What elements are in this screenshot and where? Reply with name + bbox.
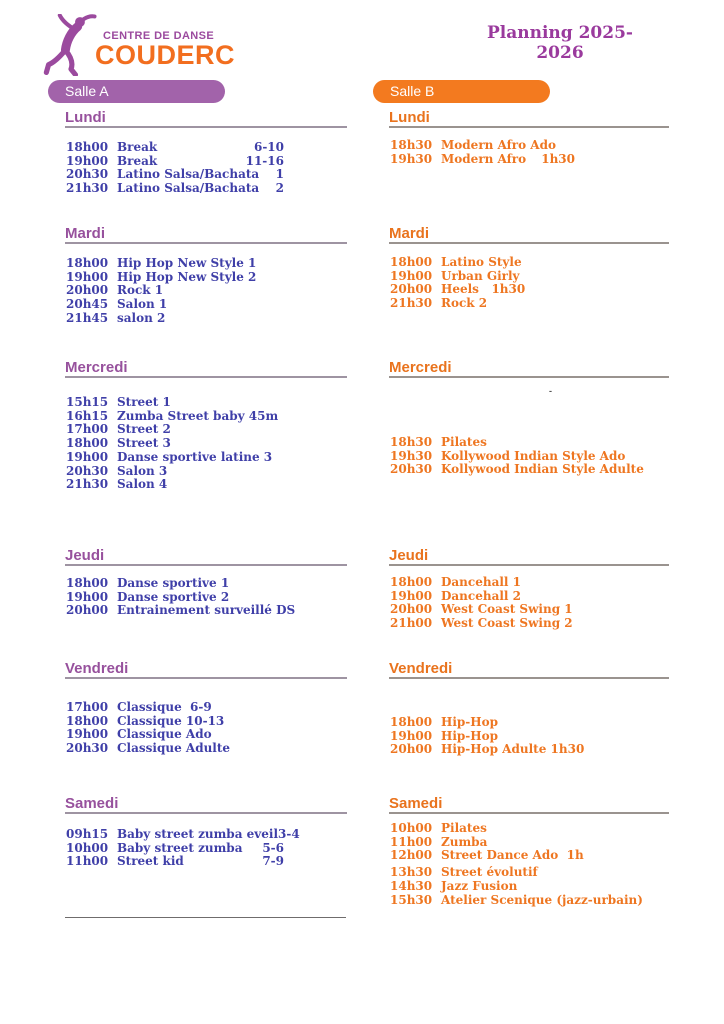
row-name: Atelier Scenique (jazz-urbain): [441, 892, 643, 907]
row-time: 19h00: [390, 588, 433, 603]
row-name: Jazz Fusion: [441, 878, 518, 893]
day-rows: [390, 576, 575, 631]
row-name: Dancehall 1: [441, 575, 521, 589]
row-name: Hip Hop New Style 1: [117, 256, 257, 270]
schedule-row: [66, 591, 284, 605]
day-rows: [390, 139, 575, 166]
row-name: Salon 3: [117, 463, 168, 478]
day-rows: [390, 821, 643, 907]
row-time: 19h00: [66, 589, 109, 604]
row-time: 19h00: [390, 268, 433, 283]
day-rows: [66, 257, 284, 326]
row-time: 20h30: [66, 463, 109, 478]
day-title: Mercredi: [65, 361, 347, 378]
schedule-row: [390, 836, 575, 850]
day-title: Mardi: [389, 227, 669, 244]
schedule-row: [390, 892, 643, 908]
day-section-mardi: [65, 225, 347, 325]
schedule-row: [66, 423, 284, 437]
day-section-samedi: [65, 795, 347, 869]
row-time: 18h00: [66, 140, 109, 154]
row-extra: 1h30: [541, 151, 575, 166]
row-name: Dancehall 2: [441, 588, 521, 603]
row-time: 19h00: [66, 269, 109, 284]
day-title: Mercredi: [389, 361, 669, 378]
day-rows: [66, 827, 300, 869]
row-time: 18h00: [66, 576, 109, 590]
day-title: Jeudi: [65, 549, 347, 566]
row-name: Street kid: [117, 854, 184, 869]
day-section-samedi: [389, 795, 669, 907]
day-section-mercredi: [389, 359, 669, 477]
schedule-row: [66, 312, 284, 326]
row-name: Kollywood Indian Style Ado: [441, 448, 626, 463]
schedule-row: [390, 848, 584, 863]
schedule-row: [390, 297, 575, 311]
row-name: Street Dance Ado 1h: [441, 848, 584, 863]
row-time: 21h30: [390, 296, 433, 311]
row-name: Entrainement surveillé DS: [117, 603, 296, 618]
row-time: 20h00: [390, 602, 433, 617]
row-name: Danse sportive latine 3: [117, 449, 273, 464]
schedule-row: [66, 827, 300, 842]
row-name: Classique 6-9: [117, 700, 212, 714]
row-name: Latino Salsa/Bachata: [117, 181, 260, 196]
row-time: 14h30: [390, 878, 433, 893]
row-name: Zumba Street baby 45m: [117, 408, 279, 423]
day-title: Lundi: [389, 111, 669, 128]
row-name: Kollywood Indian Style Adulte: [441, 462, 644, 477]
schedule-row: [66, 742, 284, 756]
day-title: Samedi: [389, 797, 669, 814]
row-time: 18h00: [390, 255, 433, 269]
day-title: Mardi: [65, 227, 347, 244]
day-title: Samedi: [65, 797, 347, 814]
day-section-lundi: [65, 109, 347, 196]
row-extra: 6-10: [253, 140, 284, 154]
row-time: 20h30: [66, 741, 109, 756]
row-name: Classique Ado: [117, 727, 212, 742]
row-extra: 7-9: [262, 854, 284, 869]
row-name: Hip-Hop Adulte 1h30: [441, 742, 585, 757]
row-time: 19h00: [66, 727, 109, 742]
schedule-row: [66, 577, 284, 591]
row-name: Latino Style: [441, 255, 522, 269]
day-title: Vendredi: [389, 662, 669, 679]
schedule-row: [66, 701, 284, 715]
schedule-row: [390, 448, 626, 464]
row-time: 15h30: [390, 892, 433, 907]
schedule-row: [390, 590, 575, 604]
row-name: Latino Salsa/Bachata: [117, 167, 260, 182]
row-time: 09h15: [66, 827, 109, 841]
row-extra: 11-16: [245, 153, 284, 168]
schedule-row: [66, 465, 284, 479]
day-section-mercredi: [65, 359, 347, 492]
row-name: Break: [117, 140, 158, 154]
row-time: 19h30: [390, 448, 433, 463]
day-section-jeudi: [65, 547, 347, 618]
footer-rule: [65, 917, 346, 918]
schedule-row: [66, 168, 284, 182]
row-extra: 1: [275, 167, 284, 182]
row-name: Street 3: [117, 436, 171, 451]
row-name: Pilates: [441, 821, 487, 835]
row-time: 18h30: [390, 435, 433, 449]
schedule-row: [390, 716, 575, 730]
schedule-row: [66, 155, 284, 169]
schedule-row: [66, 451, 284, 465]
schedule-row: [66, 284, 284, 298]
schedule-row: [66, 298, 284, 312]
row-time: 21h00: [390, 616, 433, 631]
row-time: 20h00: [66, 283, 109, 298]
row-name: Rock 2: [441, 296, 488, 311]
schedule-row: [66, 603, 296, 618]
row-name: Danse sportive 2: [117, 589, 230, 604]
row-time: 10h00: [66, 840, 109, 855]
row-name: Break: [117, 153, 158, 168]
schedule-row: [390, 283, 575, 297]
row-name: Modern Afro: [441, 151, 527, 166]
schedule-row: [66, 257, 284, 271]
schedule-row: [390, 256, 575, 270]
schedule-row: [66, 437, 284, 451]
row-time: 10h00: [390, 821, 433, 835]
schedule-row: [390, 866, 575, 880]
schedule-row: [66, 715, 284, 729]
day-rows: [390, 435, 644, 477]
row-time: 21h30: [66, 181, 109, 196]
row-time: 18h30: [390, 138, 433, 152]
row-time: 20h00: [390, 742, 433, 757]
row-time: 19h00: [390, 728, 433, 743]
schedule-row: [390, 822, 575, 836]
row-name: Street 1: [117, 395, 171, 409]
row-name: Salon 4: [117, 477, 168, 492]
day-section-vendredi: [389, 660, 669, 757]
schedule-row: [66, 410, 284, 424]
row-extra: 2: [275, 181, 284, 196]
schedule-row: [390, 730, 575, 744]
row-name: Classique 10-13: [117, 713, 225, 728]
day-title: Jeudi: [389, 549, 669, 566]
row-name: Baby street zumba: [117, 840, 243, 855]
day-rows: [66, 701, 284, 756]
row-time: 12h00: [390, 848, 433, 863]
schedule-row: [66, 842, 284, 856]
row-name: Baby street zumba eveil: [117, 827, 279, 841]
day-section-jeudi: [389, 547, 669, 631]
row-name: West Coast Swing 2: [441, 616, 573, 631]
schedule-row: [66, 182, 284, 196]
row-name: West Coast Swing 1: [441, 602, 573, 617]
schedule-row: [390, 462, 644, 477]
row-name: Zumba: [441, 834, 488, 849]
day-title: Lundi: [65, 111, 347, 128]
page-title: Planning 2025-2026: [487, 23, 633, 63]
row-time: 20h30: [390, 462, 433, 477]
schedule-row: [66, 728, 284, 742]
day-rows: [66, 141, 284, 196]
schedule-row: [390, 742, 585, 757]
logo-text-top: CENTRE DE DANSE: [103, 30, 215, 42]
schedule-row: [390, 436, 575, 450]
row-time: 20h00: [66, 603, 109, 618]
day-rows: [66, 396, 284, 492]
schedule-row: [66, 396, 284, 410]
row-time: 19h30: [390, 151, 433, 166]
row-time: 18h00: [390, 715, 433, 729]
row-time: 18h00: [66, 713, 109, 728]
salle-b-badge: Salle B: [373, 80, 550, 103]
row-name: Street évolutif: [441, 865, 538, 880]
row-name: Danse sportive 1: [117, 576, 230, 590]
day-section-lundi: [389, 109, 669, 166]
schedule-row: [390, 576, 575, 590]
salle-a-badge: Salle A: [48, 80, 225, 103]
row-name: salon 2: [117, 310, 166, 325]
row-time: 20h45: [66, 297, 109, 312]
row-extra: 3-4: [278, 827, 300, 841]
row-time: 17h00: [66, 422, 109, 437]
row-time: 15h15: [66, 395, 109, 409]
row-name: Heels 1h30: [441, 282, 526, 297]
row-time: 18h00: [390, 575, 433, 589]
day-rows: [66, 576, 296, 618]
row-time: 21h30: [66, 477, 109, 492]
row-time: 19h00: [66, 153, 109, 168]
schedule-row: [390, 603, 575, 617]
schedule-row: [390, 153, 575, 167]
row-time: 11h00: [390, 834, 433, 849]
row-name: Classique Adulte: [117, 741, 231, 756]
day-section-vendredi: [65, 660, 347, 756]
row-extra: 5-6: [262, 840, 284, 855]
dancer-icon: [43, 14, 99, 81]
logo-text-main: COUDERC: [95, 40, 236, 70]
row-time: 20h30: [66, 167, 109, 182]
row-time: 16h15: [66, 408, 109, 423]
schedule-row: [66, 141, 284, 155]
schedule-row: [390, 270, 575, 284]
day-title: Vendredi: [65, 662, 347, 679]
day-rows: [390, 256, 575, 311]
schedule-row: [66, 271, 284, 285]
row-name: Street 2: [117, 422, 171, 437]
schedule-row: [390, 617, 575, 631]
row-name: Hip-Hop: [441, 728, 498, 743]
row-name: Urban Girly: [441, 268, 520, 283]
row-name: Rock 1: [117, 283, 164, 298]
schedule-row: [390, 880, 575, 894]
row-time: 21h45: [66, 310, 109, 325]
row-time: 18h00: [66, 256, 109, 270]
schedule-row: [66, 478, 284, 492]
row-time: 11h00: [66, 854, 109, 869]
schedule-row: [390, 139, 575, 153]
row-name: Modern Afro Ado: [441, 138, 557, 152]
row-time: 19h00: [66, 449, 109, 464]
row-time: 13h30: [390, 865, 433, 880]
row-name: Hip-Hop: [441, 715, 498, 729]
row-name: Pilates: [441, 435, 487, 449]
row-name: Hip Hop New Style 2: [117, 269, 257, 284]
row-time: 18h00: [66, 436, 109, 451]
row-time: 20h00: [390, 282, 433, 297]
row-name: Salon 1: [117, 297, 168, 312]
day-rows: [390, 715, 585, 757]
stray-mark: -: [549, 386, 552, 396]
day-section-mardi: [389, 225, 669, 311]
schedule-row: [66, 855, 284, 869]
row-time: 17h00: [66, 700, 109, 714]
